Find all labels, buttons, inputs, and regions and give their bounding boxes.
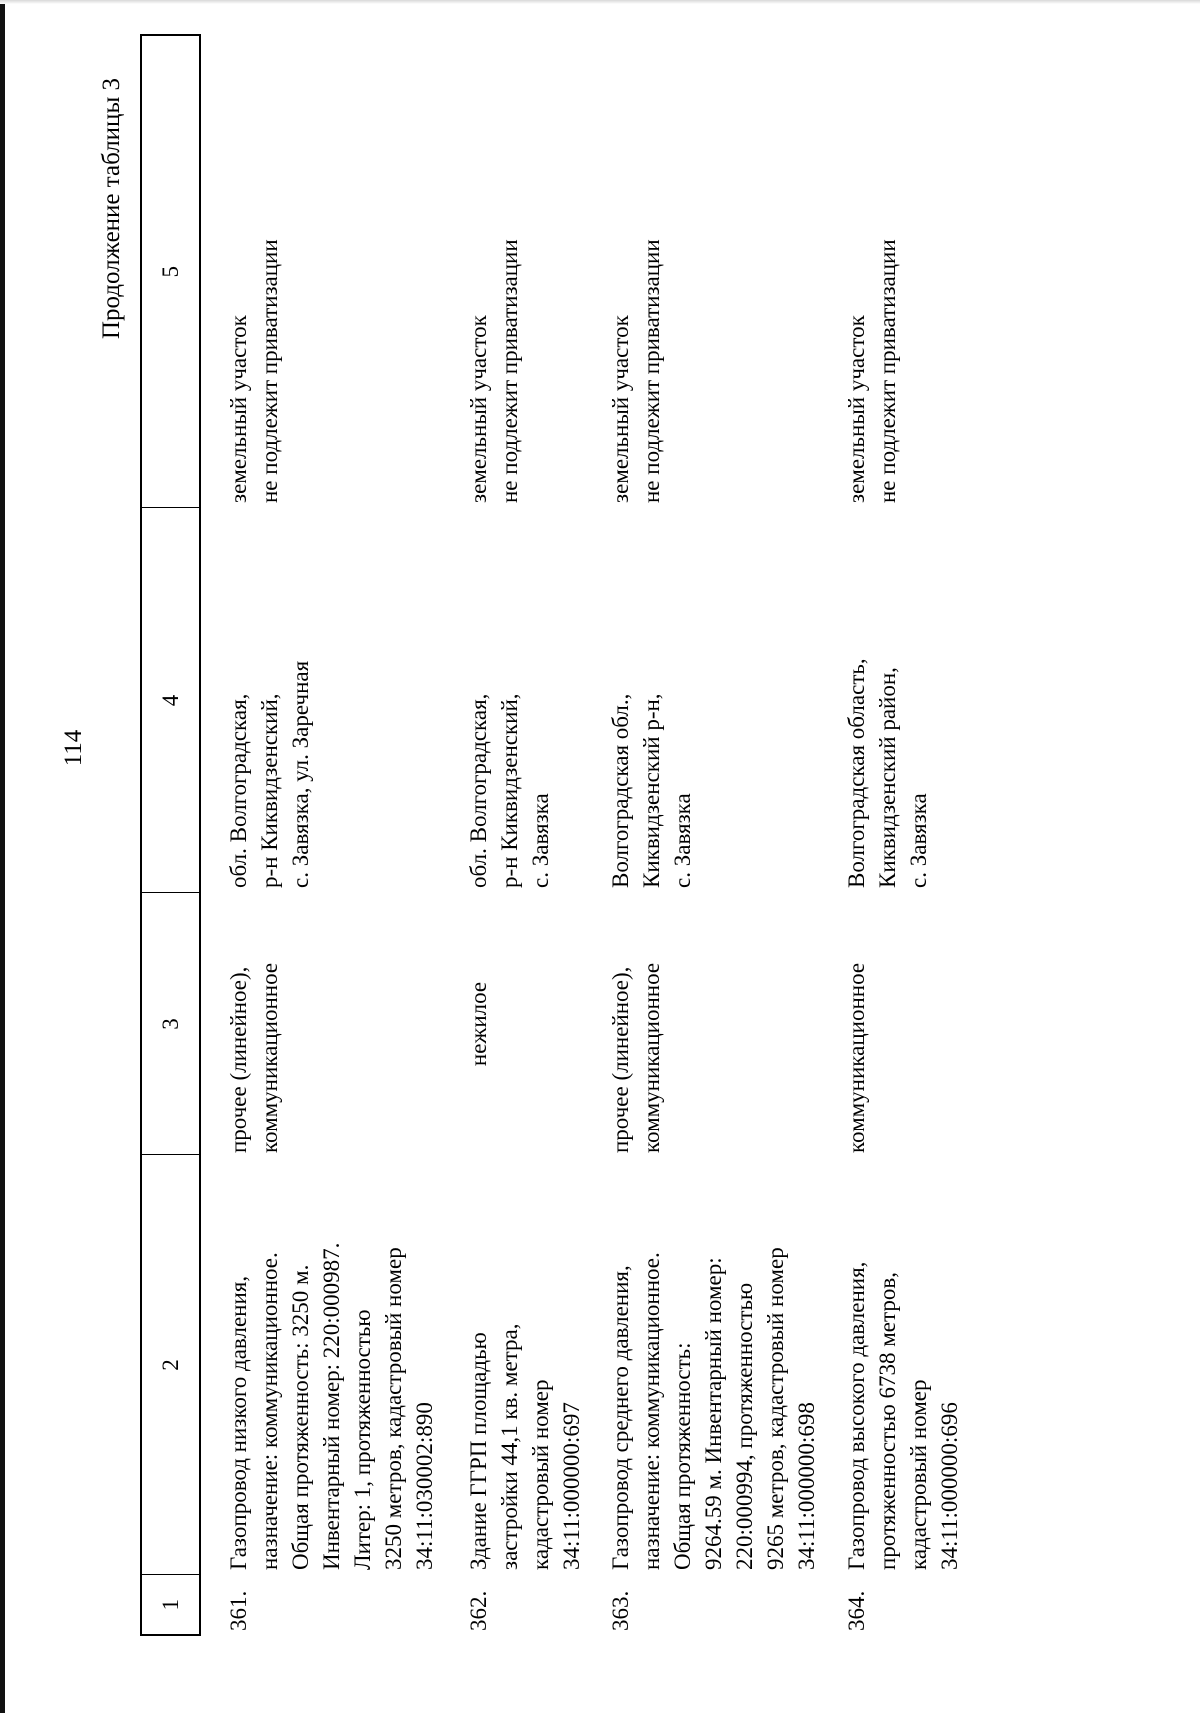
- header-col-5: 5: [141, 35, 200, 508]
- header-col-3: 3: [141, 893, 200, 1155]
- object-note: земельный участок не подлежит приватизации: [466, 239, 522, 503]
- object-description: Газопровод среднего давления, назначение: коммуникационное. Общая протяженность: 9264.59 м. Инвентарный номер: 220:000994, протяженностью 9265 метров, кадастровый номер 34:11:000000:698: [608, 1247, 819, 1570]
- row-number: 363.: [608, 1590, 633, 1631]
- table-row: [823, 35, 971, 1635]
- object-type: прочее (линейное), коммуникационное: [608, 962, 664, 1153]
- header-col-4: 4: [141, 508, 200, 893]
- object-note: земельный участок не подлежит приватизации: [608, 239, 664, 503]
- object-type: коммуникационное: [844, 962, 869, 1153]
- object-address: Волгоградская область, Киквидзенский район, с. Завязка: [844, 658, 931, 888]
- table-row: [441, 35, 587, 1635]
- object-type: прочее (линейное), коммуникационное: [226, 962, 282, 1153]
- object-address: обл. Волгоградская, р-н Киквидзенский, с. Завязка, ул. Заречная: [226, 660, 313, 888]
- property-table: [140, 34, 971, 1636]
- row-number: 361.: [226, 1590, 251, 1631]
- header-col-1: 1: [141, 1575, 200, 1635]
- page-number: 114: [60, 729, 87, 767]
- object-note: земельный участок не подлежит приватизации: [844, 239, 900, 503]
- table-caption: Продолжение таблицы 3: [98, 78, 125, 340]
- object-address: Волгоградская обл., Киквидзенский р-н, с. Завязка: [608, 693, 695, 888]
- row-number: 362.: [466, 1590, 491, 1631]
- object-description: Газопровод низкого давления, назначение: коммуникационное. Общая протяженность: 3250 м. Инвентарный номер: 220:000987. Литер: 1, протяженностью 3250 метров, кадастровый номер 34:11:030002:890: [226, 1242, 437, 1570]
- object-note: земельный участок не подлежит приватизации: [226, 239, 282, 503]
- table-header-row: [141, 35, 200, 1635]
- object-type: нежилое: [466, 981, 491, 1067]
- table-row: [587, 35, 823, 1635]
- object-address: обл. Волгоградская, р-н Киквидзенский, с. Завязка: [466, 693, 553, 888]
- header-col-2: 2: [141, 1155, 200, 1575]
- object-description: Здание ГГРП площадью застройки 44,1 кв. метра, кадастровый номер 34:11:000000:697: [466, 1323, 584, 1570]
- object-description: Газопровод высокого давления, протяженностью 6738 метров, кадастровый номер 34:11:000000:696: [844, 1261, 962, 1570]
- row-number: 364.: [844, 1590, 869, 1631]
- table-row: [200, 35, 441, 1635]
